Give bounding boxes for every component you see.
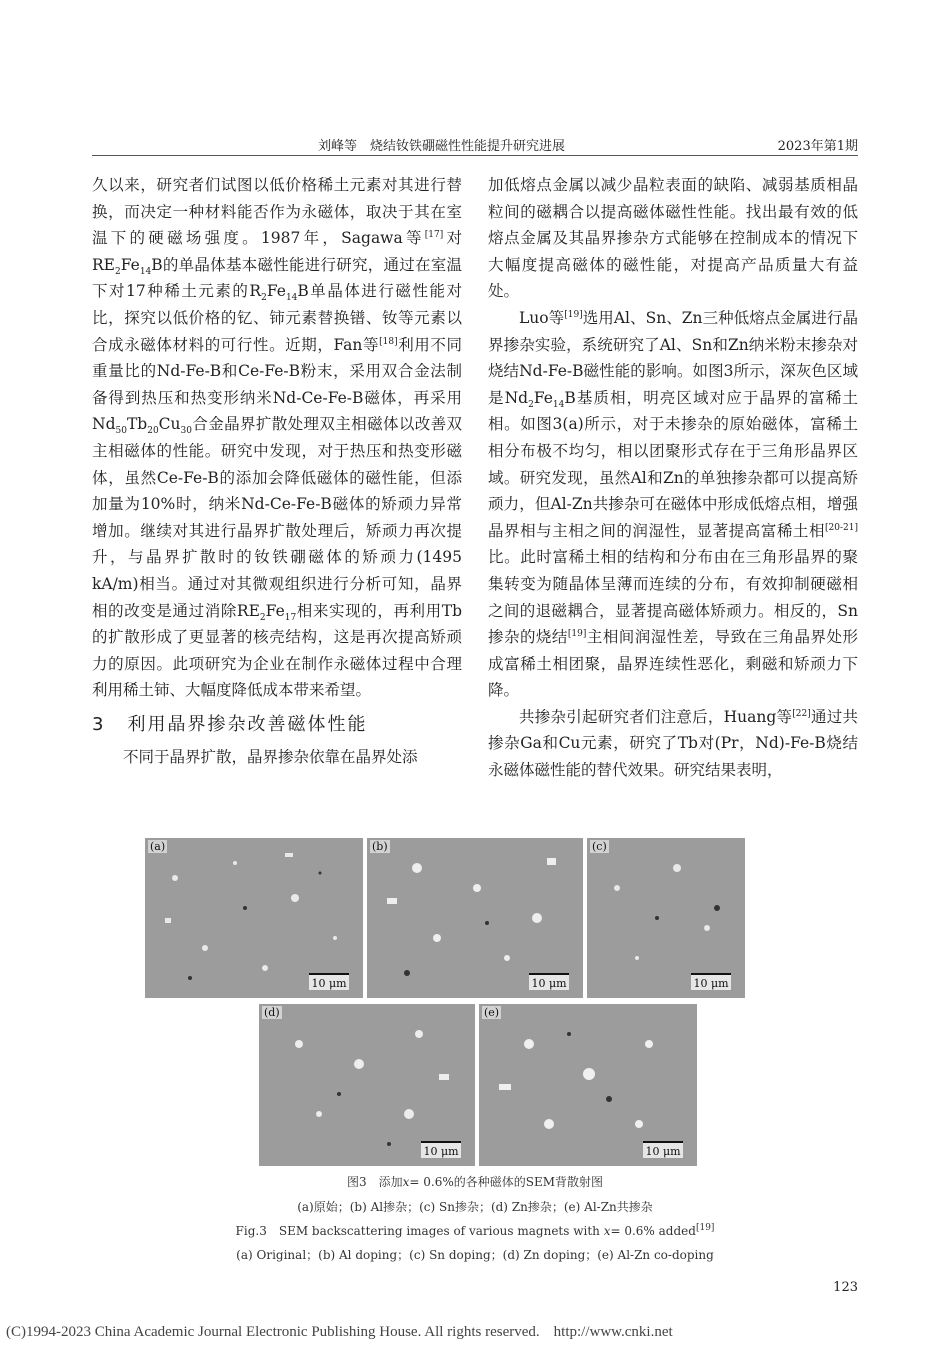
footer (6, 1324, 673, 1341)
sem-panel-a (145, 838, 363, 998)
figure-sem-images (145, 838, 745, 1168)
figure-subcaption-en: (a) Original；(b) Al doping；(c) Sn doping；(d) Zn doping；(e) Al-Zn co-doping (236, 1248, 714, 1262)
figure-caption-en: Fig.3 SEM backscattering images of various magnets with x= 0.6% added[19] (235, 1223, 715, 1238)
scale-bar: 10 μm (421, 1141, 461, 1158)
sem-panel-d (259, 1004, 475, 1166)
paragraph: 久以来，研究者们试图以低价格稀土元素对其进行替换，而决定一种材料能否作为永磁体，取决于其在室温下的硬磁场强度。1987年，Sagawa等[17]对$RE_2Fe_{14}B$的单晶体基本磁性能进行研究，通过在室温下对17种稀土元素的$R_2Fe_{14}B$单晶体进行磁性能对比，探究以低价格的钇、铈元素替换镨、钕等元素以合成永磁体材料的可行性。近期，Fan等[18]利用不同重量比的Nd-Fe-B和Ce-Fe-B粉末，采用双合金法制备得到热压和热变形纳米Nd-Ce-Fe-B磁体，再采用$Nd_{50}Tb_{20}Cu_{30}$合金晶界扩散处理双主相磁体以改善双主相磁体的性能。研究中发现，对于热压和热变形磁体，虽然Ce-Fe-B的添加会降低磁体的磁性能，但添加量为10%时，纳米Nd-Ce-Fe-B磁体的矫顽力异常增加。继续对其进行晶界扩散处理后，矫顽力再次提升，与晶界扩散时的钕铁硼磁体的矫顽力(1495 kA/m)相当。通过对其微观组织进行分析可知，晶界相的改变是通过消除$RE_2Fe_{17}$相来实现的，再利用Tb的扩散形成了更显著的核壳结构，这是再次提高矫顽力的原因。此项研究为企业在制作永磁体过程中合理利用稀土铈、大幅度降低成本带来希望。 (92, 176, 462, 700)
right-column (488, 172, 858, 784)
sem-panel-e (479, 1004, 697, 1166)
copyright-text: (C)1994-2023 China Academic Journal Electronic Publishing House. All rights reserved. (6, 1324, 540, 1340)
header-issue: 2023年第1期 (777, 139, 858, 154)
paragraph: 共掺杂引起研究者们注意后，Huang等[22]通过共掺杂Ga和Cu元素，研究了Tb对(Pr，Nd)-Fe-B烧结永磁体磁性能的替代效果。研究结果表明， (488, 707, 858, 780)
figure-subcaption-cn: (a)原始；(b) Al掺杂；(c) Sn掺杂；(d) Zn掺杂；(e) Al-Zn共掺杂 (297, 1200, 653, 1214)
section-heading: 3 利用晶界掺杂改善磁体性能 (92, 713, 368, 735)
scale-bar: 10 μm (529, 973, 569, 990)
scale-bar: 10 μm (309, 973, 349, 990)
panel-label: (d) (264, 1006, 280, 1019)
scale-bar: 10 μm (691, 973, 731, 990)
paragraph: 不同于晶界扩散，晶界掺杂依靠在晶界处添 (123, 747, 418, 766)
running-header (92, 133, 858, 156)
panel-label: (a) (150, 840, 166, 853)
sem-panel-b (367, 838, 583, 998)
left-column (92, 172, 462, 770)
panel-label: (c) (592, 840, 607, 853)
header-authors-title: 刘峰等 烧结钕铁硼磁性性能提升研究进展 (318, 139, 566, 154)
panel-label: (e) (484, 1006, 500, 1019)
paragraph: 加低熔点金属以减少晶粒表面的缺陷、减弱基质相晶粒间的磁耦合以提高磁体磁性性能。找出最有效的低熔点金属及其晶界掺杂方式能够在控制成本的情况下大幅度提高磁体的磁性能，对提高产品质量大有益处。 (488, 176, 858, 301)
panel-label: (b) (372, 840, 388, 853)
paragraph: Luo等[19]选用Al、Sn、Zn三种低熔点金属进行晶界掺杂实验，系统研究了Al、Sn和Zn纳米粉末掺杂对烧结Nd-Fe-B磁性能的影响。如图3所示，深灰色区域是$Nd_2Fe_{14}B$基质相，明亮区域对应于晶界的富稀土相。如图3(a)所示，对于未掺杂的原始磁体，富稀土相分布极不均匀，相以团聚形式存在于三角形晶界区域。研究发现，虽然Al和Zn的单独掺杂都可以提高矫顽力，但Al-Zn共掺杂可在磁体中形成低熔点相，增强晶界相与主相之间的润湿性，显著提高富稀土相[20-21]比。此时富稀土相的结构和分布由在三角形晶界的聚集转变为随晶体呈薄而连续的分布，有效抑制硬磁相之间的退磁耦合，显著提高磁体矫顽力。相反的，Sn掺杂的烧结[19]主相间润湿性差，导致在三角晶界处形成富稀土相团聚，晶界连续性恶化，剩磁和矫顽力下降。 (488, 308, 858, 700)
figure-caption-cn: 图3 添加x= 0.6%的各种磁体的SEM背散射图 (346, 1175, 604, 1189)
sem-panel-c (587, 838, 745, 998)
footer-link[interactable]: http://www.cnki.net (553, 1324, 673, 1340)
page-number: 123 (833, 1280, 858, 1295)
scale-bar: 10 μm (643, 1141, 683, 1158)
